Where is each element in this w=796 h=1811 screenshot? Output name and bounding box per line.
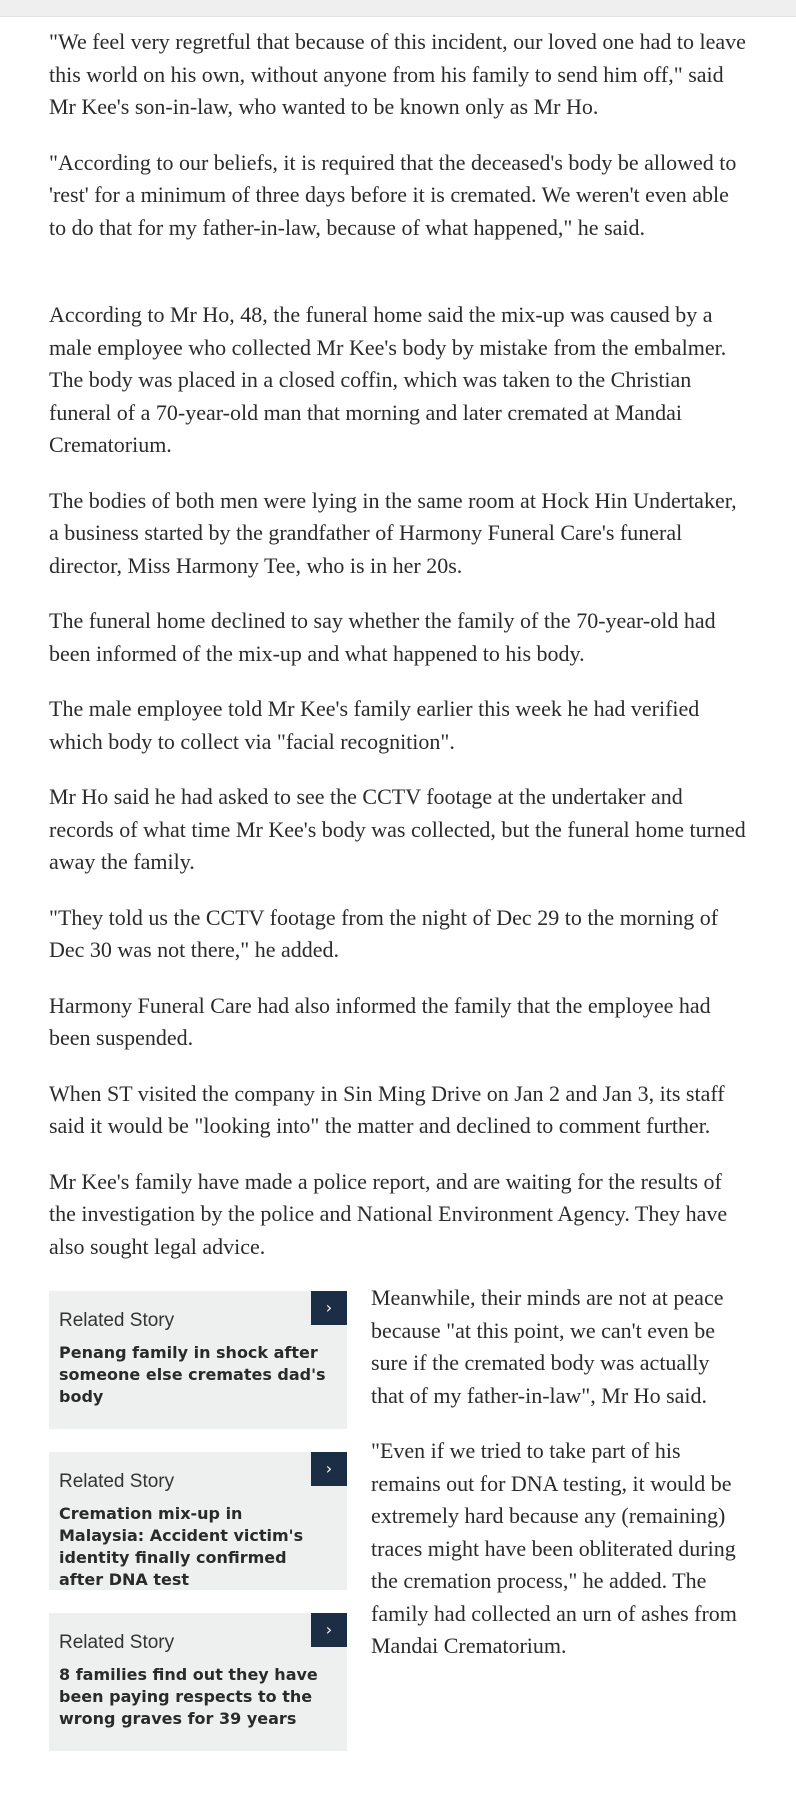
related-story-title[interactable]: Penang family in shock after someone else cremates dad's body: [59, 1343, 326, 1406]
article-side-paragraph-2: "Even if we tried to take part of his remains out for DNA testing, it would be extremely hard because any (remaining) traces might have been obliterated during the cremation process," he added. The family had collected an urn of ashes from Mandai Crematorium.: [371, 1438, 737, 1658]
article-side-text: [371, 1282, 741, 1686]
related-story-kicker: Related Story: [59, 1632, 175, 1653]
related-story-card[interactable]: [49, 1452, 347, 1590]
article-body: [49, 26, 749, 1774]
related-story-card[interactable]: [49, 1613, 347, 1751]
chevron-right-icon[interactable]: ›: [311, 1291, 347, 1325]
article-paragraph-9: Harmony Funeral Care had also informed the family that the employee had been suspended.: [49, 992, 711, 1050]
article-paragraph-3: According to Mr Ho, 48, the funeral home said the mix-up was caused by a male employee who collected Mr Kee's body by mistake from the embalmer. The body was placed in a closed coffin, which was taken to the Christian funeral of a 70-year-old man that morning and later cremated at Mandai Crematorium.: [49, 302, 727, 457]
chevron-right-icon[interactable]: ›: [311, 1613, 347, 1647]
article-paragraph-1: "We feel very regretful that because of this incident, our loved one had to leave this world on his own, without anyone from his family to send him off," said Mr Kee's son-in-law, who wanted to be known only as Mr Ho.: [49, 29, 746, 119]
related-story-title[interactable]: Cremation mix-up in Malaysia: Accident victim's identity finally confirmed after DNA test: [59, 1504, 304, 1589]
article-paragraph-4: The bodies of both men were lying in the same room at Hock Hin Undertaker, a business started by the grandfather of Harmony Funeral Care's funeral director, Miss Harmony Tee, who is in her 20s.: [49, 487, 737, 578]
article-paragraph-11: Mr Kee's family have made a police report, and are waiting for the results of the investigation by the police and National Environment Agency. They have also sought legal advice.: [49, 1168, 728, 1259]
article-paragraph-8: "They told us the CCTV footage from the night of Dec 29 to the morning of Dec 30 was not there," he added.: [49, 904, 719, 962]
article-paragraph-6: The male employee told Mr Kee's family earlier this week he had verified which body to collect via "facial recognition".: [49, 696, 700, 754]
chevron-right-icon[interactable]: ›: [311, 1452, 347, 1486]
article-paragraph-2: "According to our beliefs, it is required that the deceased's body be allowed to 'rest' for a minimum of three days before it is cremated. We weren't even able to do that for my father-in-law, because of what happened," he said.: [49, 149, 737, 240]
related-story-kicker: Related Story: [59, 1310, 175, 1331]
related-story-kicker: Related Story: [59, 1471, 175, 1492]
related-stories-column: [49, 1291, 347, 1774]
related-story-card[interactable]: [49, 1291, 347, 1429]
article-paragraph-5: The funeral home declined to say whether the family of the 70-year-old had been informed of the mix-up and what happened to his body.: [49, 608, 716, 666]
related-and-text-section: [49, 1285, 749, 1774]
article-paragraph-7: Mr Ho said he had asked to see the CCTV footage at the undertaker and records of what time Mr Kee's body was collected, but the funeral home turned away the family.: [49, 784, 746, 874]
related-story-title[interactable]: 8 families find out they have been paying respects to the wrong graves for 39 years: [59, 1665, 318, 1728]
article-paragraph-10: When ST visited the company in Sin Ming Drive on Jan 2 and Jan 3, its staff said it would be "looking into" the matter and declined to comment further.: [49, 1080, 725, 1138]
browser-top-bar: [0, 0, 796, 17]
article-side-paragraph-1: Meanwhile, their minds are not at peace because "at this point, we can't even be sure if the cremated body was actually that of my father-in-law", Mr Ho said.: [371, 1285, 724, 1408]
